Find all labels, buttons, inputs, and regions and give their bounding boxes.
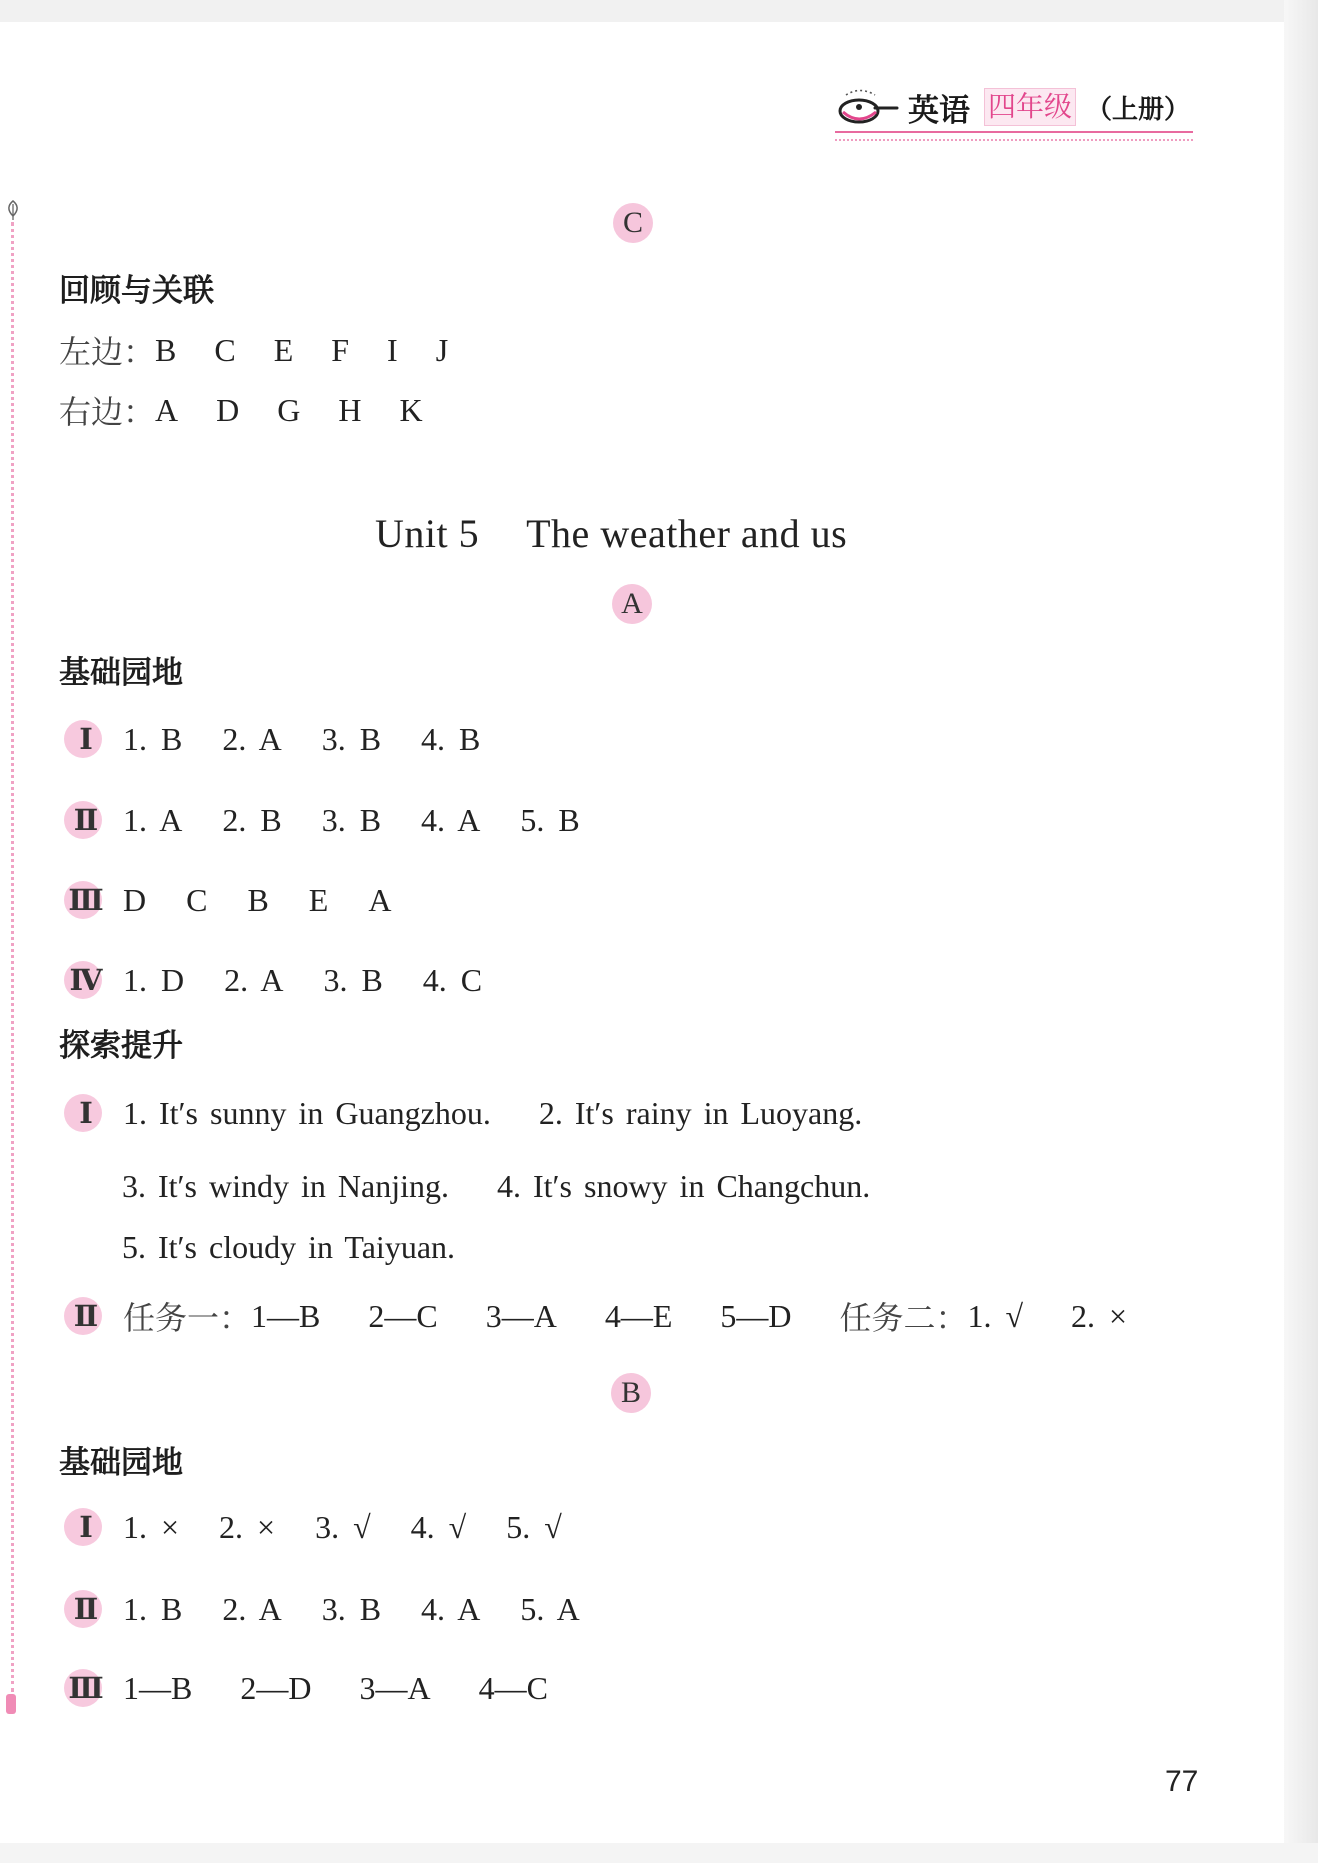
right-side-answers [59, 388, 461, 432]
answer-sentence: 5. It′s cloudy in Taiyuan. [122, 1228, 456, 1265]
margin-dotted-line [11, 222, 14, 1692]
roman-numeral-badge: Ⅲ [64, 880, 108, 920]
explore-heading: 探索提升 [59, 1028, 183, 1064]
page-number: 77 [1165, 1765, 1199, 1798]
answer-item: 1. B [123, 720, 183, 757]
answer-row [64, 958, 522, 1002]
answer-item: 3. B [321, 1590, 382, 1627]
answer-item: 3. √ [315, 1508, 371, 1545]
section-badge-a: A [612, 584, 652, 624]
scan-edge-right [1284, 0, 1318, 1863]
answer-sentence: 3. It′s windy in Nanjing. [122, 1167, 449, 1204]
answer-item: 5—D [720, 1297, 792, 1334]
scan-edge-bottom [0, 1843, 1318, 1863]
unit-name: The weather and us [526, 511, 848, 556]
review-heading: 回顾与关联 [59, 273, 214, 309]
answer-item: D [123, 881, 147, 918]
answer-item: 1—B [251, 1297, 321, 1334]
answer-item: E [308, 881, 329, 918]
answer-item: 5. √ [506, 1508, 562, 1545]
answer-row [64, 1587, 620, 1631]
answer-item: 3. B [321, 720, 382, 757]
answer-item: 1. √ [967, 1297, 1024, 1334]
answer-item: A [368, 881, 392, 918]
unit-title [375, 510, 847, 558]
pen-nib-icon [5, 200, 21, 222]
answer-item: 3. B [321, 801, 382, 838]
answer-item: 1. A [123, 801, 183, 838]
right-side-label: 右边： [59, 393, 156, 431]
answer-item: 4. B [421, 720, 481, 757]
answer-item: 4. A [421, 1590, 481, 1627]
sentence-line [122, 1225, 503, 1269]
basics-heading-b: 基础园地 [59, 1445, 183, 1481]
answer-letter: A [155, 391, 179, 428]
answer-row [64, 1666, 596, 1710]
answer-sentence: 1. It′s sunny in Guangzhou. [123, 1094, 491, 1131]
roman-numeral-badge: Ⅰ [64, 1093, 108, 1133]
roman-numeral-badge: Ⅳ [64, 960, 108, 1000]
unit-number: Unit 5 [375, 511, 480, 556]
answer-letter: B [155, 331, 177, 368]
answer-item: 4. A [421, 801, 481, 838]
answer-row [64, 798, 620, 842]
answer-row [64, 878, 431, 922]
page-header [835, 84, 1190, 130]
roman-numeral-badge: Ⅱ [64, 1589, 108, 1629]
margin-tab-marker [6, 1694, 16, 1714]
roman-numeral-badge: Ⅱ [64, 800, 108, 840]
answer-item: 2. × [1071, 1297, 1128, 1334]
answer-item: 2. A [222, 1590, 282, 1627]
answer-item: 3—A [485, 1297, 557, 1334]
answer-item: 1—B [123, 1669, 193, 1706]
answer-item: 1. B [123, 1590, 183, 1627]
answer-item: C [186, 881, 208, 918]
answer-item: 4. √ [410, 1508, 467, 1545]
header-rule [835, 131, 1193, 133]
section-badge-b: B [611, 1373, 651, 1413]
answer-item: 3. B [323, 961, 383, 998]
answer-item: 4—C [478, 1669, 548, 1706]
answer-item: 3—A [359, 1669, 431, 1706]
answer-row [64, 717, 520, 761]
answer-item: 4—E [604, 1297, 673, 1334]
answer-item: 2—C [368, 1297, 438, 1334]
task-one-label: 任务一： [123, 1299, 252, 1337]
answer-item: 1. D [123, 961, 185, 998]
left-side-label: 左边： [59, 333, 156, 371]
answer-item: 4. C [422, 961, 483, 998]
task-two-label: 任务二： [839, 1299, 968, 1337]
scan-edge-top [0, 0, 1318, 22]
answer-letter: F [331, 331, 350, 368]
answer-item: 2. B [222, 801, 282, 838]
answer-item: 2. × [219, 1508, 276, 1545]
basics-heading-a: 基础园地 [59, 655, 183, 691]
answer-letter: G [277, 391, 301, 428]
sentence-row [64, 1091, 910, 1135]
answer-letter: C [214, 331, 236, 368]
logo-icon [835, 84, 899, 130]
answer-letter: I [387, 331, 398, 368]
answer-item: 2. A [222, 720, 282, 757]
answer-letter: J [435, 331, 449, 368]
answer-letter: H [338, 391, 362, 428]
answer-item: 2—D [240, 1669, 312, 1706]
answer-letter: E [273, 331, 294, 368]
roman-numeral-badge: Ⅲ [64, 1668, 108, 1708]
volume-label: （上册） [1086, 94, 1191, 125]
roman-numeral-badge: Ⅰ [64, 719, 108, 759]
answer-item: B [247, 881, 269, 918]
answer-sentence: 2. It′s rainy in Luoyang. [538, 1094, 863, 1131]
answer-row [64, 1505, 602, 1549]
header-dotted-rule [835, 139, 1193, 141]
answer-item: 2. A [224, 961, 284, 998]
left-side-answers [59, 328, 486, 372]
roman-numeral-badge: Ⅰ [64, 1507, 108, 1547]
answer-letter: D [216, 391, 240, 428]
answer-item: 5. B [520, 801, 580, 838]
grade-label: 四年级 [984, 88, 1076, 126]
answer-item: 5. A [520, 1590, 580, 1627]
sentence-line [122, 1164, 918, 1208]
answer-item: 1. × [123, 1508, 180, 1545]
task-row [64, 1294, 1175, 1338]
section-badge-c: C [613, 203, 653, 243]
answer-letter: K [399, 391, 423, 428]
roman-numeral-badge: Ⅱ [64, 1296, 108, 1336]
answer-sentence: 4. It′s snowy in Changchun. [496, 1167, 871, 1204]
subject-title: 英语 [908, 92, 970, 129]
